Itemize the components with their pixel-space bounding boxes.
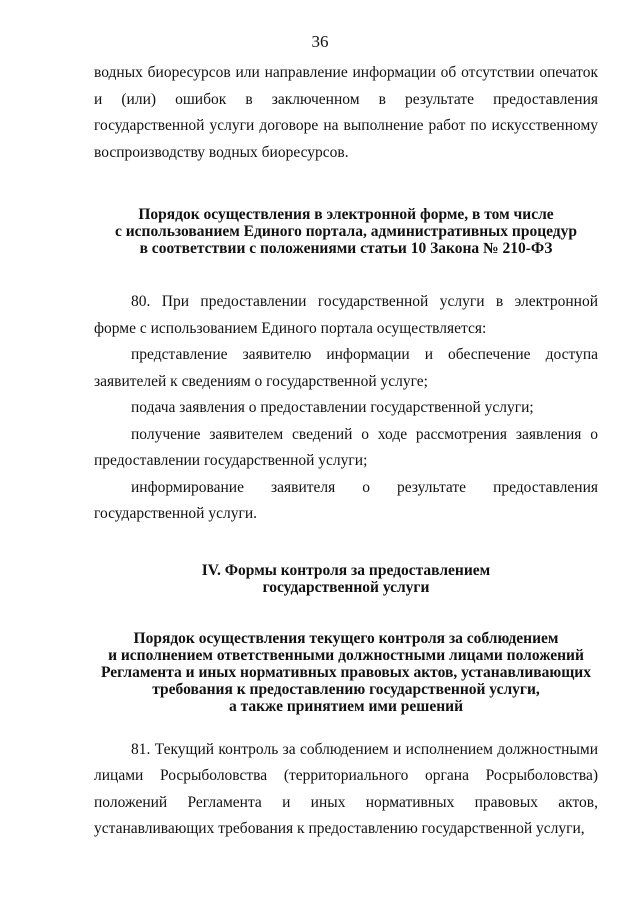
heading-current-control (94, 630, 598, 715)
list-item: получение заявителем сведений о ходе рассмотрения заявления о предоставлении государственной услуги; (94, 425, 598, 469)
heading-line: Порядок осуществления в электронной форме, в том числе (138, 206, 554, 223)
list-item: подача заявления о предоставлении государственной услуги; (131, 399, 534, 416)
page-number: 36 (311, 32, 329, 51)
heading-line: и исполнением ответственными должностными лицами положений (108, 646, 584, 664)
paragraph-80: 80. При предоставлении государственной услуги в электронной форме с использованием Единого портала осуществляется: (94, 293, 598, 337)
list-item: представление заявителю информации и обеспечение доступа заявителей к сведениям о государственной услуге; (94, 346, 598, 390)
document-body (94, 60, 598, 843)
paragraph-81: 81. Текущий контроль за соблюдением и исполнением должностными лицами Росрыболовства (территориального органа Росрыболовства) положений Регламента и иных нормативных правовых актов, устанавливающих требования к предоставлению государственной услуги, (94, 740, 598, 837)
heading-electronic-procedures (94, 206, 598, 257)
heading-section-iv (94, 562, 598, 596)
heading-line: требования к предоставлению государственной услуги, (152, 680, 540, 698)
intro-paragraph: водных биоресурсов или направление информации об отсутствии опечаток и (или) ошибок в заключенном в результате предоставления государственной услуги договоре на выполнение работ по искусственному воспроизводству водных биоресурсов. (94, 64, 598, 161)
list-item: информирование заявителя о результате предоставления государственной услуги. (94, 478, 598, 522)
heading-line: а также принятием ими решений (228, 697, 464, 715)
heading-line: IV. Формы контроля за предоставлением (201, 561, 491, 579)
heading-line: Регламента и иных нормативных правовых актов, устанавливающих (101, 663, 591, 681)
heading-line: Порядок осуществления текущего контроля за соблюдением (133, 629, 559, 647)
heading-line: государственной услуги (262, 578, 430, 596)
heading-line: в соответствии с положениями статьи 10 Закона № 210-ФЗ (139, 240, 553, 257)
heading-line: с использованием Единого портала, административных процедур (114, 223, 578, 240)
